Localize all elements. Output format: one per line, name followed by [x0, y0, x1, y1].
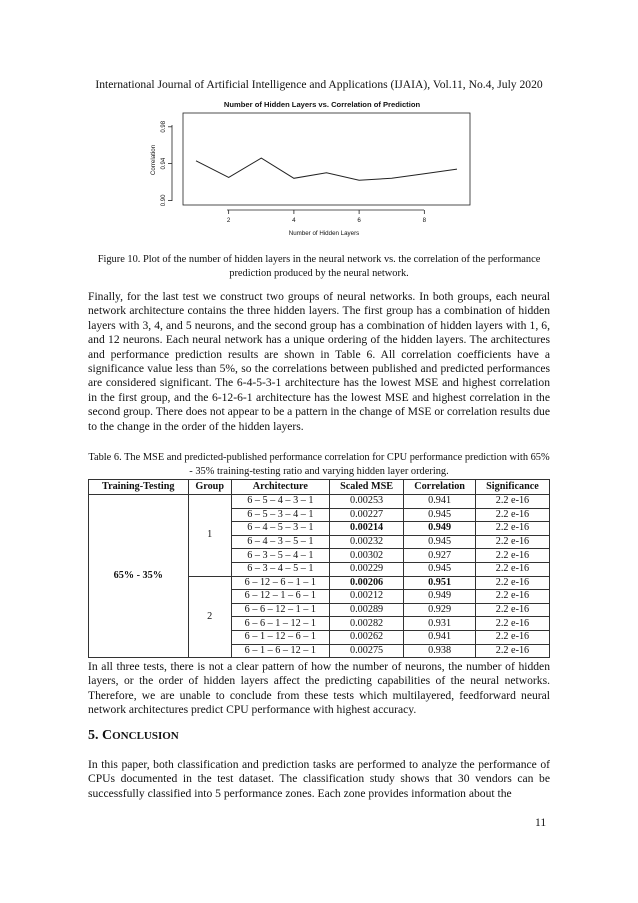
table-body — [89, 495, 550, 658]
paragraph-2: In all three tests, there is not a clear pattern of how the number of neurons, the number of hidden layers, or the order of hidden layers affect the predicting capabilities of the neural networks. Therefore, we are unable to conclude from these tests which multilayered, feedforward neural network architectures predict CPU performance with highest accuracy. — [88, 660, 550, 717]
mse-cell: 0.00275 — [329, 644, 403, 658]
mse-cell: 0.00212 — [329, 590, 403, 604]
group-cell: 2 — [188, 576, 231, 658]
section-number: 5. C — [88, 728, 113, 743]
mse-cell: 0.00206 — [329, 576, 403, 590]
sig-cell: 2.2 e-16 — [475, 617, 549, 631]
plot-frame — [183, 113, 470, 205]
mse-cell: 0.00262 — [329, 630, 403, 644]
x-tick-label: 2 — [226, 217, 231, 224]
arch-cell: 6 – 1 – 6 – 12 – 1 — [231, 644, 329, 658]
x-axis-label: Number of Hidden Layers — [288, 230, 360, 237]
corr-cell: 0.945 — [404, 508, 476, 522]
y-tick-label: 0.90 — [161, 194, 167, 207]
sig-cell: 2.2 e-16 — [475, 562, 549, 576]
section-heading — [88, 728, 179, 744]
header-architecture: Architecture — [231, 480, 329, 495]
chart-svg — [140, 96, 485, 246]
corr-cell: 0.931 — [404, 617, 476, 631]
arch-cell: 6 – 6 – 12 – 1 – 1 — [231, 603, 329, 617]
arch-cell: 6 – 3 – 5 – 4 – 1 — [231, 549, 329, 563]
corr-cell: 0.929 — [404, 603, 476, 617]
sig-cell: 2.2 e-16 — [475, 644, 549, 658]
table-header-row — [89, 480, 550, 495]
sig-cell: 2.2 e-16 — [475, 576, 549, 590]
arch-cell: 6 – 5 – 4 – 3 – 1 — [231, 495, 329, 509]
paragraph-1: Finally, for the last test we construct two groups of neural networks. In both groups, each neural network architecture contains the three hidden layers. The first group has a combination of hidden layers with 3, 4, and 5 neurons, and the second group has a combination of hidden layers with 1, 6, and 12 neurons. Each neural network has a unique ordering of the hidden layers. The architectures and performance prediction results are shown in Table 6. All correlation coefficients have a significance value less than 5%, so the correlations between published and predicted performances are considered significant. The 6-4-5-3-1 architecture has the lowest MSE and highest correlation in the first group, and the 6-12-6-1 architecture has the lowest MSE and highest correlation in the second group. There does not appear to be a pattern in the change of MSE or correlation results due to the change in the order of the hidden layers. — [88, 290, 550, 433]
corr-cell: 0.945 — [404, 535, 476, 549]
arch-cell: 6 – 6 – 1 – 12 – 1 — [231, 617, 329, 631]
arch-cell: 6 – 3 – 4 – 5 – 1 — [231, 562, 329, 576]
arch-cell: 6 – 12 – 1 – 6 – 1 — [231, 590, 329, 604]
corr-cell: 0.951 — [404, 576, 476, 590]
mse-cell: 0.00214 — [329, 522, 403, 536]
corr-cell: 0.938 — [404, 644, 476, 658]
mse-cell: 0.00282 — [329, 617, 403, 631]
arch-cell: 6 – 4 – 5 – 3 – 1 — [231, 522, 329, 536]
mse-cell: 0.00302 — [329, 549, 403, 563]
x-tick-label: 8 — [422, 217, 427, 224]
sig-cell: 2.2 e-16 — [475, 522, 549, 536]
sig-cell: 2.2 e-16 — [475, 535, 549, 549]
chart-title: Number of Hidden Layers vs. Correlation of Prediction — [223, 100, 421, 109]
training-testing-cell: 65% - 35% — [89, 495, 189, 658]
paragraph-3: In this paper, both classification and prediction tasks are performed to analyze the performance of CPUs documented in the test dataset. The classification study shows that 30 vendors can be successfully classified into 5 performance zones. Each zone provides information about the — [88, 758, 550, 800]
sig-cell: 2.2 e-16 — [475, 603, 549, 617]
y-tick-label: 0.98 — [161, 120, 167, 133]
x-tick-label: 6 — [357, 217, 361, 224]
sig-cell: 2.2 e-16 — [475, 549, 549, 563]
y-tick-label: 0.94 — [161, 157, 167, 170]
y-axis-label: Correlation — [150, 144, 157, 176]
mse-cell: 0.00232 — [329, 535, 403, 549]
arch-cell: 6 – 1 – 12 – 6 – 1 — [231, 630, 329, 644]
corr-cell: 0.949 — [404, 522, 476, 536]
mse-cell: 0.00229 — [329, 562, 403, 576]
line-chart — [140, 96, 485, 246]
section-title-rest: ONCLUSION — [112, 730, 179, 742]
table-row — [89, 495, 550, 509]
arch-cell: 6 – 12 – 6 – 1 – 1 — [231, 576, 329, 590]
mse-cell: 0.00289 — [329, 603, 403, 617]
corr-cell: 0.945 — [404, 562, 476, 576]
mse-cell: 0.00253 — [329, 495, 403, 509]
corr-cell: 0.941 — [404, 630, 476, 644]
table-caption: Table 6. The MSE and predicted-published performance correlation for CPU performance prediction with 65% - 35% training-testing ratio and varying hidden layer ordering. — [88, 452, 550, 477]
page-number: 11 — [535, 816, 547, 829]
running-header: International Journal of Artificial Intelligence and Applications (IJAIA), Vol.11, No.4, July 2020 — [95, 78, 543, 91]
header-group: Group — [188, 480, 231, 495]
header-training-testing: Training-Testing — [89, 480, 189, 495]
header-correlation: Correlation — [404, 480, 476, 495]
group-cell: 1 — [188, 495, 231, 577]
correlation-series-line — [196, 158, 457, 180]
x-tick-label: 4 — [292, 217, 296, 224]
sig-cell: 2.2 e-16 — [475, 590, 549, 604]
corr-cell: 0.949 — [404, 590, 476, 604]
sig-cell: 2.2 e-16 — [475, 495, 549, 509]
results-table — [88, 479, 550, 658]
corr-cell: 0.941 — [404, 495, 476, 509]
arch-cell: 6 – 5 – 3 – 4 – 1 — [231, 508, 329, 522]
header-scaled-mse: Scaled MSE — [329, 480, 403, 495]
header-significance: Significance — [475, 480, 549, 495]
figure-caption: Figure 10. Plot of the number of hidden layers in the neural network vs. the correlation of the performance prediction produced by the neural network. — [97, 254, 541, 279]
corr-cell: 0.927 — [404, 549, 476, 563]
mse-cell: 0.00227 — [329, 508, 403, 522]
sig-cell: 2.2 e-16 — [475, 508, 549, 522]
arch-cell: 6 – 4 – 3 – 5 – 1 — [231, 535, 329, 549]
sig-cell: 2.2 e-16 — [475, 630, 549, 644]
